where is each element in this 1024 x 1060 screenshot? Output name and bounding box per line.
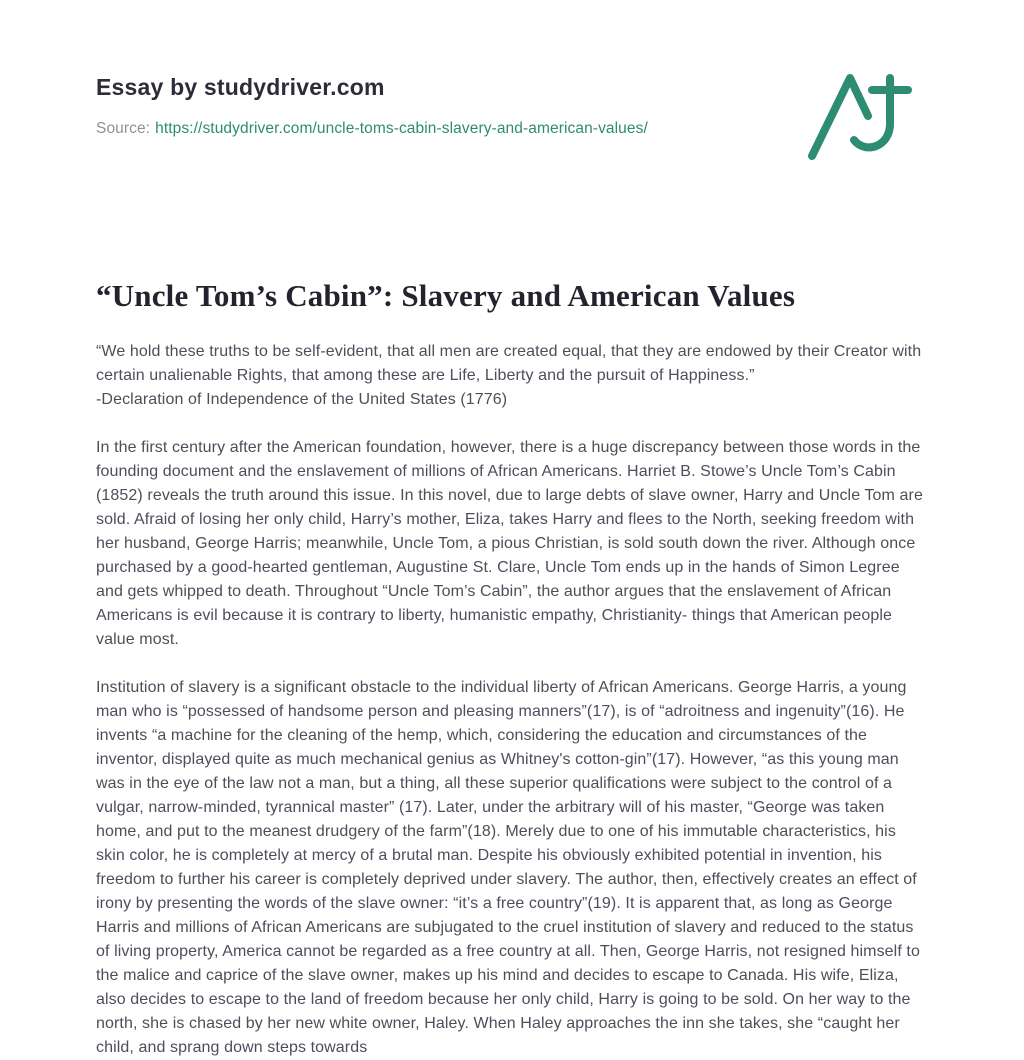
essay-title: “Uncle Tom’s Cabin”: Slavery and American Values (96, 278, 796, 313)
source-link[interactable]: https://studydriver.com/uncle-toms-cabin-slavery-and-american-values/ (155, 120, 648, 137)
essay-paragraph-2: Institution of slavery is a significant obstacle to the individual liberty of African Americans. George Harris, a young man who is “possessed of handsome person and pleasing manners”(17), is of “adroitness and ingenuity”(16). He invents “a machine for the cleaning of the hemp, which, considering the education and circumstances of the inventor, displayed quite as much mechanical genius as Whitney's cotton-gin”(17). However, “as this young man was in the eye of the law not a man, but a thing, all these superior qualifications were subject to the control of a vulgar, narrow-minded, tyrannical master” (17). Later, under the arbitrary will of his master, “George was taken home, and put to the meanest drudgery of the farm”(18). Merely due to one of his immutable characteristics, his skin color, he is completely at mercy of a brutal man. Despite his obviously exhibited potential in invention, his freedom to further his career is completely deprived under slavery. The author, then, effectively creates an effect of irony by presenting the words of the slave owner: “it’s a free country”(19). It is apparent that, as long as George Harris and millions of African Americans are subjugated to the cruel institution of slavery and reduced to the status of living property, America cannot be regarded as a free country at all. Then, George Harris, not resigned himself to the malice and caprice of the slave owner, makes up his mind and decides to escape to Canada. His wife, Eliza, also decides to escape to the land of freedom because her only child, Harry is going to be sold. On her way to the north, she is chased by her new white owner, Haley. When Haley approaches the inn she takes, she “caught her child, and sprang down steps towards (96, 679, 920, 1057)
source-label: Source: (96, 120, 151, 137)
header-text-block (96, 74, 648, 138)
epigraph-attribution: -Declaration of Independence of the United States (1776) (96, 391, 508, 409)
source-line (96, 120, 648, 138)
epigraph-quote: “We hold these truths to be self-evident, that all men are created equal, that they are endowed by their Creator with certain unalienable Rights, that among these are Life, Liberty and the pursuit of Happiness.” (96, 343, 922, 385)
studydriver-logo-icon (804, 68, 922, 165)
essay-paragraph-1: In the first century after the American foundation, however, there is a huge discrepancy between those words in the founding document and the enslavement of millions of African Americans. Harriet B. Stowe’s Uncle Tom’s Cabin (1852) reveals the truth around this issue. In this novel, due to large debts of slave owner, Harry and Uncle Tom are sold. Afraid of losing her only child, Harry’s mother, Eliza, takes Harry and flees to the North, seeking freedom with her husband, George Harris; meanwhile, Uncle Tom, a pious Christian, is sold south down the river. Although once purchased by a good-hearted gentleman, Augustine St. Clare, Uncle Tom ends up in the hands of Simon Legree and gets whipped to death. Throughout “Uncle Tom’s Cabin”, the author argues that the enslavement of African Americans is evil because it is contrary to liberty, humanistic empathy, Christianity- things that American people value most. (96, 439, 923, 649)
byline: Essay by studydriver.com (96, 74, 385, 100)
essay-body (96, 277, 928, 1060)
document-header (96, 74, 928, 165)
